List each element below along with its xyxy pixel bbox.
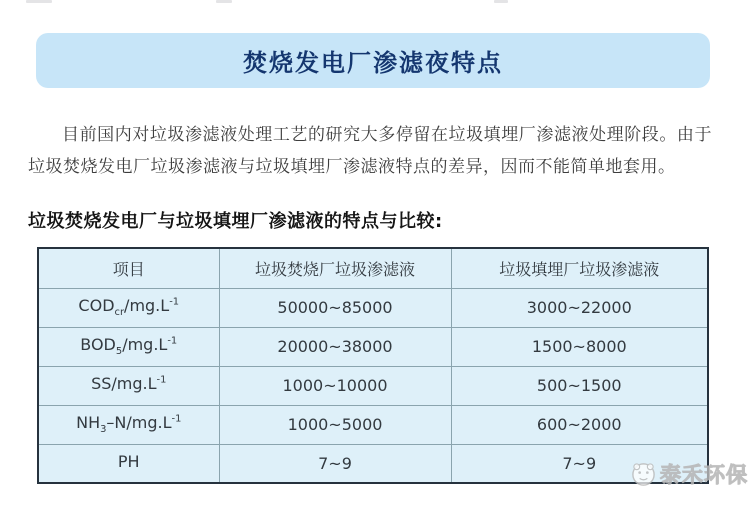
- landfill-value-cell: 500~1500: [451, 366, 708, 405]
- incineration-value-cell: 1000~10000: [219, 366, 451, 405]
- cutoff-text-artifact: [216, 0, 232, 3]
- param-cell: $SS/mg.L^{-1}$: [38, 366, 219, 405]
- table-row: [38, 444, 708, 483]
- incineration-value-cell: 7~9: [219, 444, 451, 483]
- landfill-value-cell: 600~2000: [451, 405, 708, 444]
- header-incineration: 垃圾焚烧厂垃圾渗滤液: [219, 248, 451, 288]
- header-landfill: 垃圾填埋厂垃圾渗滤液: [451, 248, 708, 288]
- landfill-value-cell: 1500~8000: [451, 327, 708, 366]
- header-param: 项目: [38, 248, 219, 288]
- leachate-comparison-table: [37, 247, 709, 484]
- page-title: 焚烧发电厂渗滤夜特点: [243, 49, 503, 77]
- param-cell: $BOD_5/mg.L^{-1}$: [38, 327, 219, 366]
- incineration-value-cell: 50000~85000: [219, 288, 451, 327]
- table-header-row: [38, 248, 708, 288]
- param-cell: PH: [38, 444, 219, 483]
- watermark-text: 泰禾环保: [660, 463, 748, 487]
- table-caption: 垃圾焚烧发电厂与垃圾填埋厂渗滤液的特点与比较:: [28, 211, 443, 232]
- param-cell: $COD_{cr}/mg.L^{-1}$: [38, 288, 219, 327]
- incineration-value-cell: 1000~5000: [219, 405, 451, 444]
- table-row: [38, 327, 708, 366]
- cutoff-text-artifact: [26, 0, 52, 3]
- incineration-value-cell: 20000~38000: [219, 327, 451, 366]
- title-banner: [36, 33, 710, 88]
- intro-paragraph: 目前国内对垃圾渗滤液处理工艺的研究大多停留在垃圾填埋厂渗滤液处理阶段。由于垃圾焚烧发电厂垃圾渗滤液与垃圾填埋厂渗滤液特点的差异，因而不能简单地套用。: [28, 125, 712, 177]
- table-row: [38, 288, 708, 327]
- param-cell: $NH_3-N/mg.L^{-1}$: [38, 405, 219, 444]
- landfill-value-cell: 3000~22000: [451, 288, 708, 327]
- landfill-value-cell: 7~9: [451, 444, 708, 483]
- table-row: [38, 366, 708, 405]
- table-row: [38, 405, 708, 444]
- cutoff-text-artifact: [494, 0, 508, 3]
